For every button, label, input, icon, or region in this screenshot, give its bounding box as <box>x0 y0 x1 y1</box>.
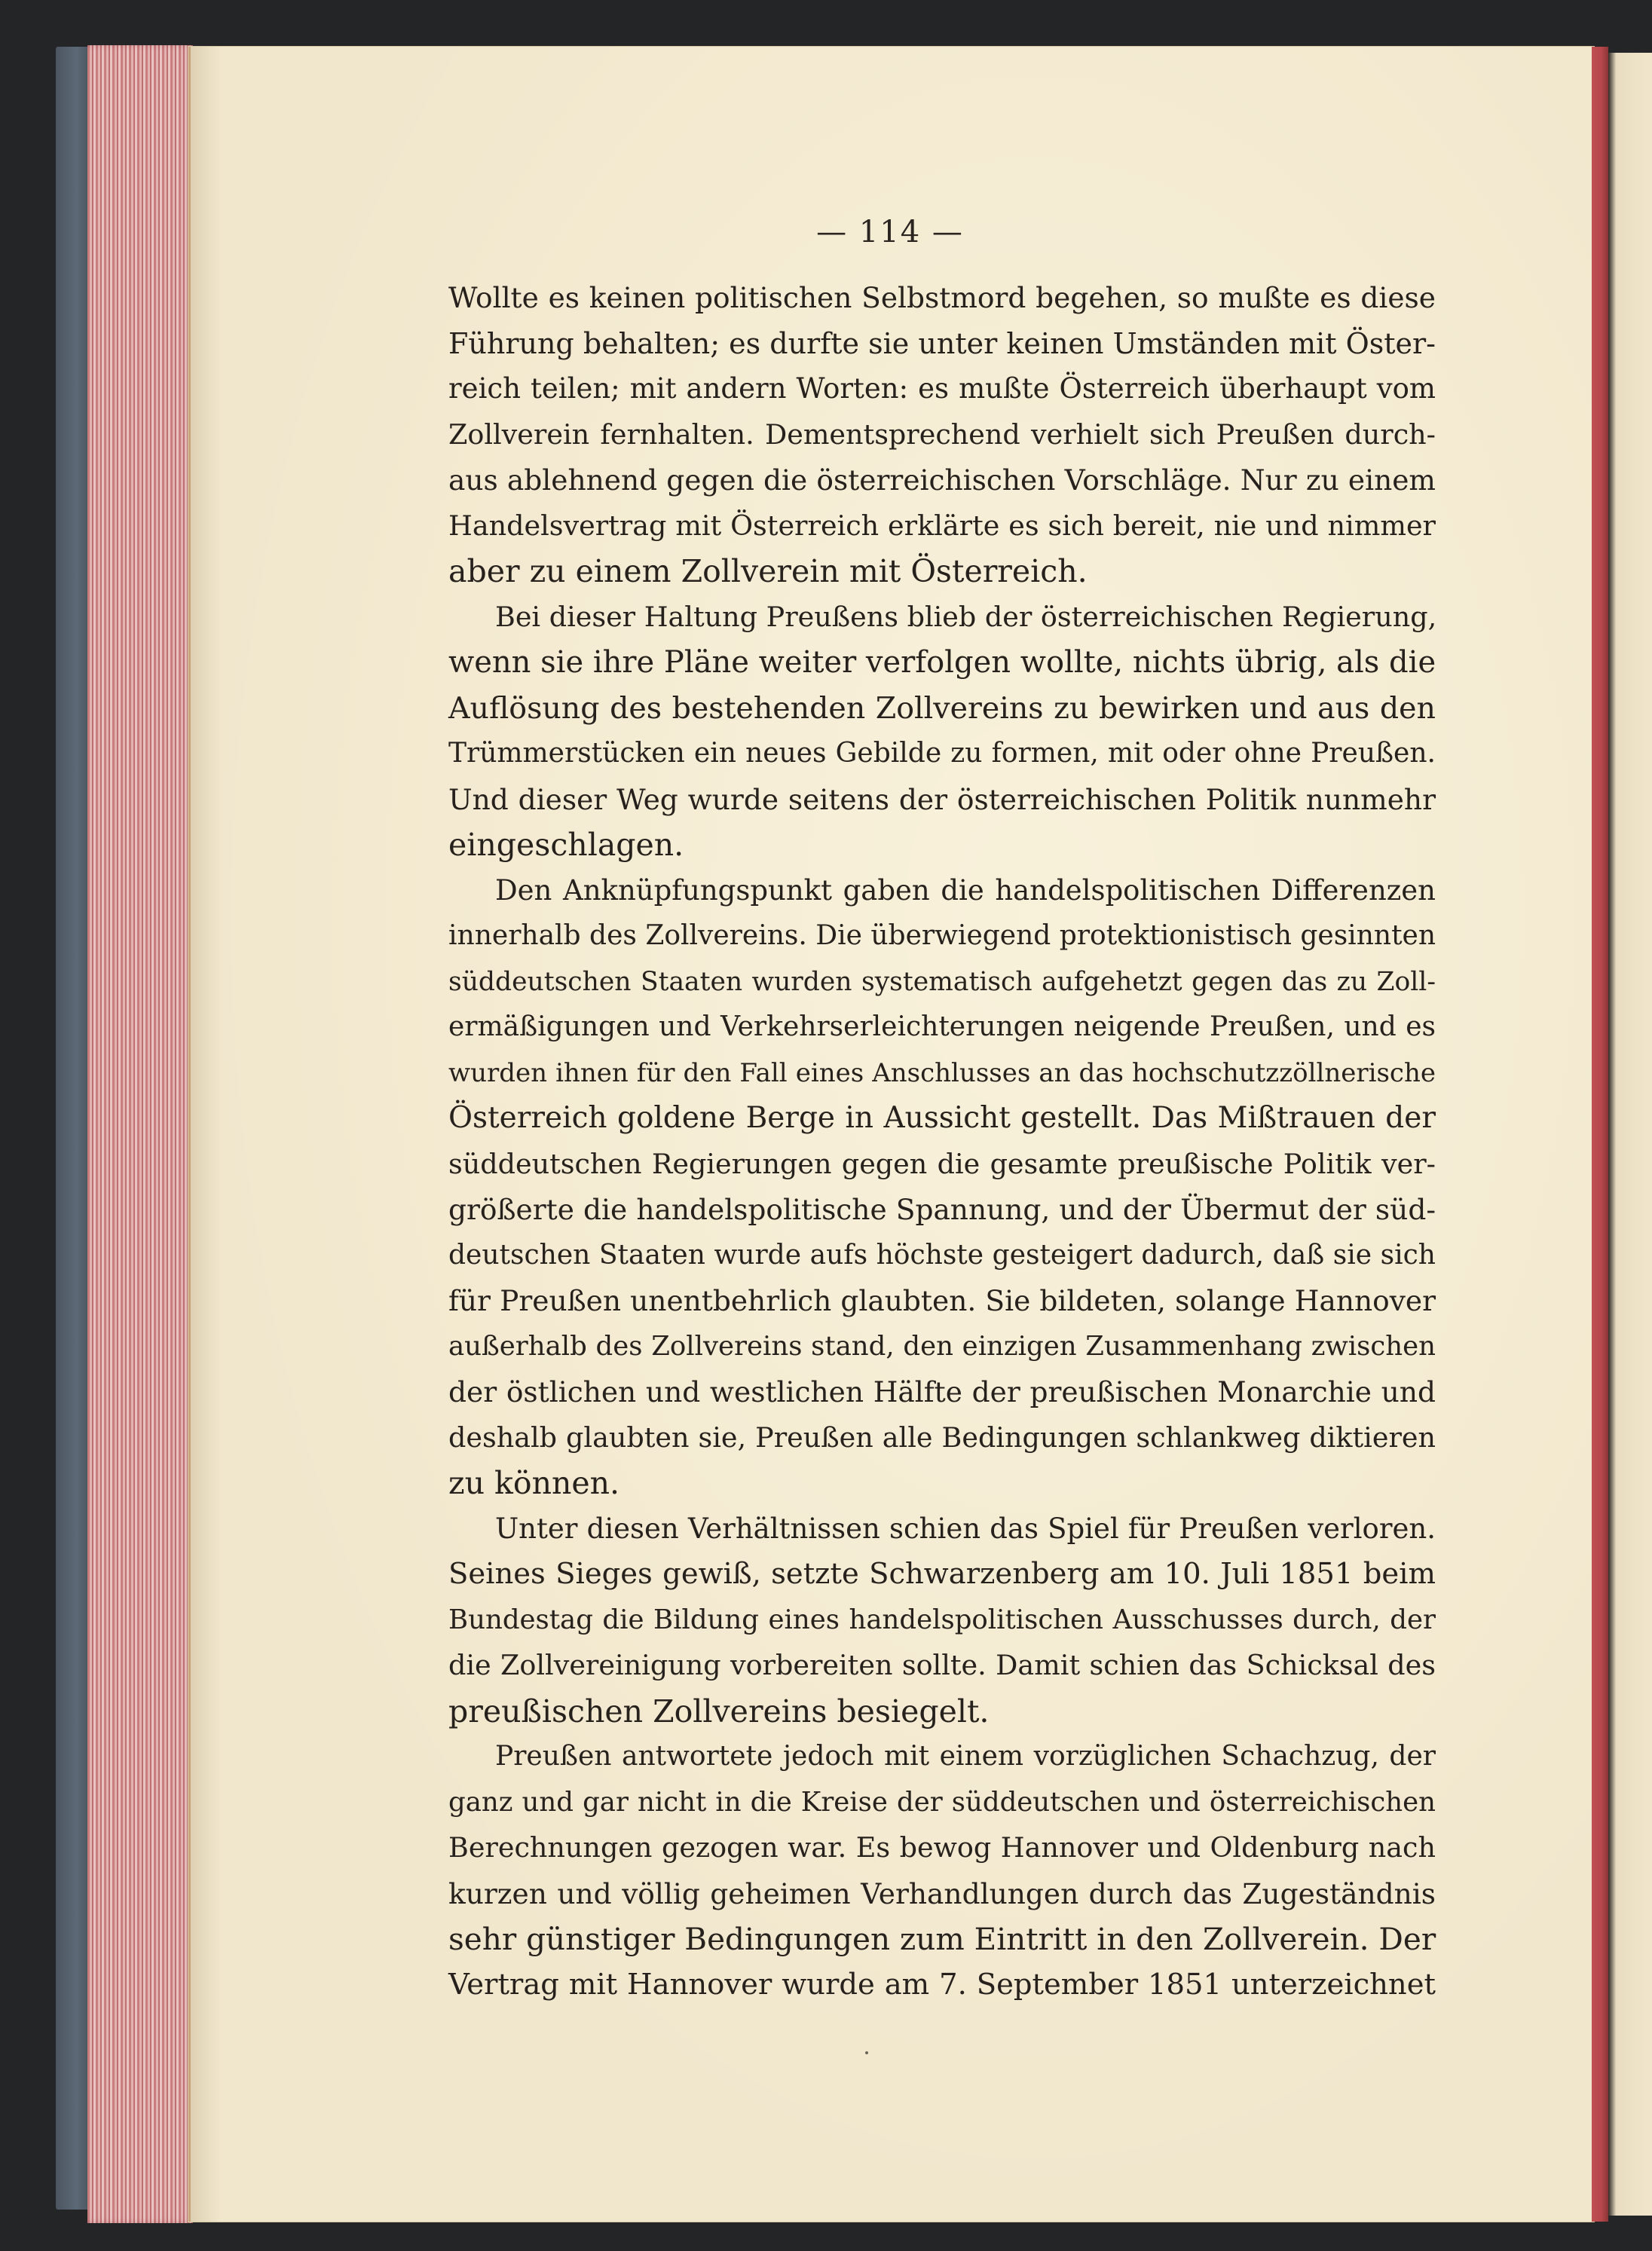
text-line: Handelsvertrag mit Österreich erklärte es sich bereit, nie und nimmer <box>448 509 1436 542</box>
text-line: die Zollvereinigung vorbereiten sollte. Damit schien das Schicksal des <box>448 1649 1436 1681</box>
text-line: Trümmerstücken ein neues Gebilde zu formen, mit oder ohne Preußen. <box>448 738 1436 769</box>
page-number: — 114 — <box>816 215 964 249</box>
text-line: Und dieser Weg wurde seitens der österreichischen Politik nunmehr <box>448 782 1436 816</box>
text-line: Preußen antwortete jedoch mit einem vorzüglichen Schachzug, der <box>495 1741 1436 1772</box>
text-line: zu können. <box>448 1465 620 1501</box>
text-line: deshalb glaubten sie, Preußen alle Bedingungen schlankweg diktieren <box>448 1421 1436 1454</box>
text-line: Wollte es keinen politischen Selbstmord begehen, so mußte es diese <box>448 281 1436 314</box>
text-line: süddeutschen Staaten wurden systematisch aufgehetzt gegen das zu Zoll- <box>448 966 1436 997</box>
text-line: kurzen und völlig geheimen Verhandlungen durch das Zugeständnis <box>448 1876 1436 1910</box>
facing-page-sliver <box>1608 53 1652 2216</box>
page-stack-edge <box>87 45 193 2223</box>
text-line: Unter diesen Verhältnissen schien das Spiel für Preußen verloren. <box>495 1512 1436 1545</box>
text-line: ermäßigungen und Verkehrserleichterungen neigende Preußen, und es <box>448 1011 1436 1042</box>
body-text <box>448 275 1436 2008</box>
text-line: Auflösung des bestehenden Zollvereins zu bewirken und aus den <box>448 690 1436 726</box>
text-line: eingeschlagen. <box>448 827 684 863</box>
text-line: Österreich goldene Berge in Aussicht gestellt. Das Mißtrauen der <box>448 1101 1436 1135</box>
text-line: süddeutschen Regierungen gegen die gesamte preußische Politik ver- <box>448 1147 1436 1180</box>
text-line: für Preußen unentbehrlich glaubten. Sie bildeten, solange Hannover <box>448 1284 1436 1317</box>
text-line: reich teilen; mit andern Worten: es mußte Österreich überhaupt vom <box>448 372 1436 405</box>
text-line: wurden ihnen für den Fall eines Anschlusses an das hochschutzzöllnerische <box>448 1057 1436 1088</box>
text-line: wenn sie ihre Pläne weiter verfolgen wollte, nichts übrig, als die <box>448 645 1436 680</box>
text-line: Seines Sieges gewiß, setzte Schwarzenberg am 10. Juli 1851 beim <box>448 1557 1436 1591</box>
text-line: Vertrag mit Hannover wurde am 7. September 1851 unterzeichnet <box>448 1967 1436 2002</box>
text-line: innerhalb des Zollvereins. Die überwiegend protektionistisch gesinnten <box>448 920 1436 951</box>
text-line: Berechnungen gezogen war. Es bewog Hannover und Oldenburg nach <box>448 1831 1436 1864</box>
text-line: Den Anknüpfungspunkt gaben die handelspolitischen Differenzen <box>495 873 1436 907</box>
text-line: Zollverein fernhalten. Dementsprechend verhielt sich Preußen durch- <box>448 417 1436 451</box>
text-line: größerte die handelspolitische Spannung, und der Übermut der süd- <box>448 1193 1436 1226</box>
text-line: deutschen Staaten wurde aufs höchste gesteigert dadurch, daß sie sich <box>448 1239 1436 1271</box>
text-line: preußischen Zollvereins besiegelt. <box>448 1693 990 1730</box>
page-gutter-edge <box>1592 47 1608 2222</box>
text-line: aber zu einem Zollverein mit Österreich. <box>448 553 1088 589</box>
text-line: Führung behalten; es durfte sie unter keinen Umständen mit Öster- <box>448 326 1436 360</box>
text-line: Bundestag die Bildung eines handelspolitischen Ausschusses durch, der <box>448 1604 1436 1635</box>
text-line: ganz und gar nicht in die Kreise der süddeutschen und österreichischen <box>448 1786 1436 1818</box>
text-line: sehr günstiger Bedingungen zum Eintritt in den Zollverein. Der <box>448 1921 1436 1957</box>
text-line: aus ablehnend gegen die österreichischen Vorschläge. Nur zu einem <box>448 463 1436 497</box>
text-line: außerhalb des Zollvereins stand, den einzigen Zusammenhang zwischen <box>448 1330 1436 1362</box>
paper-speck <box>865 2051 868 2054</box>
text-line: der östlichen und westlichen Hälfte der preußischen Monarchie und <box>448 1375 1436 1408</box>
text-line: Bei dieser Haltung Preußens blieb der österreichischen Regierung, <box>495 600 1437 633</box>
